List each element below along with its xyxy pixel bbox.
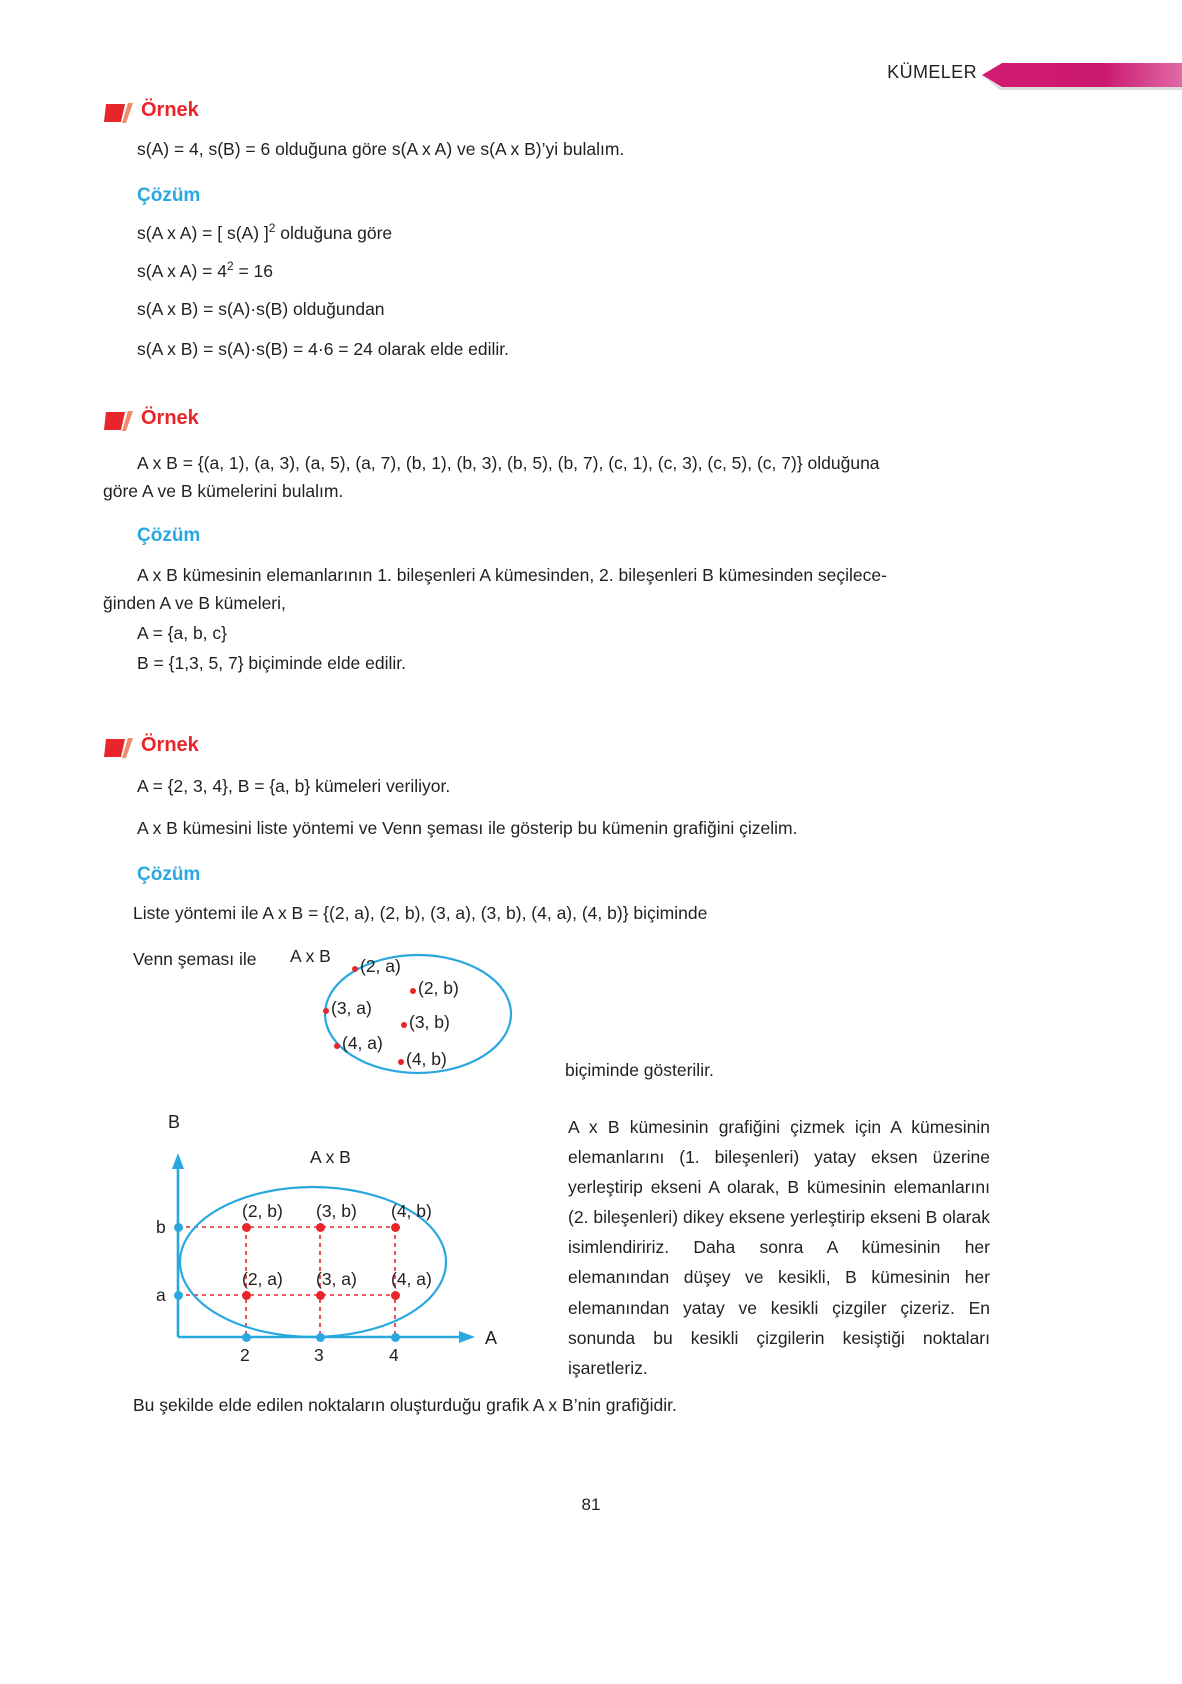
graph-point-label-2a: (2, a) (242, 1269, 283, 1289)
ornek-marker-icon (103, 737, 137, 759)
example2-statement-line-2: göre A ve B kümelerini bulalım. (103, 481, 344, 501)
sol1-sup: 2 (268, 221, 276, 236)
example3-venn-intro: Venn şeması ile (133, 949, 257, 969)
sol1-post: olduğuna göre (275, 223, 393, 243)
graph-axis-dot-4 (391, 1333, 400, 1342)
graph-y-axis-label: B (168, 1112, 181, 1132)
graph-y-tick-a: a (156, 1285, 166, 1305)
venn-point-dot (334, 1043, 340, 1049)
venn-set-label: A x B (290, 946, 331, 966)
ornek-label: Örnek (141, 99, 199, 121)
example3-after-venn: biçiminde gösterilir. (565, 1060, 714, 1080)
venn-point-dot (401, 1022, 407, 1028)
graph-x-tick-2: 2 (240, 1345, 250, 1365)
example1-statement: s(A) = 4, s(B) = 6 olduğuna göre s(A x A) ve s(A x B)’yi bulalım. (137, 139, 625, 159)
example3-statement-line-1: A = {2, 3, 4}, B = {a, b} kümeleri veriliyor. (137, 776, 451, 796)
graph-axis-dot-a (174, 1291, 183, 1300)
example3-right-paragraph: A x B kümesinin grafiğini çizmek için A kümesinin elemanlarını (1. bileşenleri) yatay eksen üzerine yerleştirip ekseni A olarak, B kümesinin elemanlarını (2. bileşenleri) dikey eksene yerleştirip ekseni B olarak isimlendiririz. Daha sonra A kümesinin her elemanından düşey ve kesikli, B kümesinin her elemanından yatay ve kesikli çizgiler çizeriz. En sonunda bu kesikli çizgilerin kesiştiği noktaları işaretleriz. (568, 1117, 990, 1378)
venn-point-dot (323, 1008, 329, 1014)
graph-data-dot (391, 1223, 400, 1232)
graph-data-dot (316, 1223, 325, 1232)
venn-point-label-3a: (3, a) (331, 998, 372, 1018)
cozum-heading-1: Çözüm (137, 185, 201, 206)
graph-point-label-3a: (3, a) (316, 1269, 357, 1289)
cozum-heading-3: Çözüm (137, 864, 201, 885)
page-header (0, 0, 1182, 110)
sol2-sup: 2 (226, 259, 234, 274)
ornek-marker-icon (103, 102, 137, 124)
graph-point-label-4a: (4, a) (391, 1269, 432, 1289)
venn-point-label-4a: (4, a) (342, 1033, 383, 1053)
graph-point-label-2b: (2, b) (242, 1201, 283, 1221)
example2-statement-line-1: A x B = {(a, 1), (a, 3), (a, 5), (a, 7), (b, 1), (b, 3), (b, 5), (b, 7), (c, 1), (c, 3), (c, 5), (c, 7)} olduğuna (137, 453, 880, 473)
graph-x-tick-3: 3 (314, 1345, 324, 1365)
cozum-heading-2: Çözüm (137, 525, 201, 546)
page-number: 81 (581, 1495, 601, 1514)
example3-list-method: Liste yöntemi ile A x B = {(2, a), (2, b), (3, a), (3, b), (4, a), (4, b)} biçiminde (133, 903, 708, 923)
example1-solution-line-1 (137, 220, 392, 246)
graph-y-tick-b: b (156, 1217, 166, 1237)
example1-solution-line-3: s(A x B) = s(A)·s(B) olduğundan (137, 299, 385, 319)
sol2-post: = 16 (233, 261, 274, 281)
venn-point-label-3b: (3, b) (409, 1012, 450, 1032)
graph-data-dot (242, 1223, 251, 1232)
venn-point-dot (352, 966, 358, 972)
example3-closing-line: Bu şekilde elde edilen noktaların oluşturduğu grafik A x B’nin grafiğidir. (133, 1395, 677, 1415)
sol1-pre: s(A x A) = [ s(A) ] (137, 223, 269, 243)
venn-point-dot (410, 988, 416, 994)
graph-data-dot (316, 1291, 325, 1300)
venn-diagram (290, 940, 550, 1085)
example3-statement-line-2: A x B kümesini liste yöntemi ve Venn şeması ile gösterip bu kümenin grafiğini çizelim. (137, 818, 798, 838)
graph-axis-dot-2 (242, 1333, 251, 1342)
graph-set-label: A x B (310, 1147, 351, 1167)
sol2-pre: s(A x A) = 4 (137, 261, 227, 281)
graph-axis-dot-3 (316, 1333, 325, 1342)
header-banner-graphic (982, 60, 1182, 90)
graph-data-dot (391, 1291, 400, 1300)
graph-point-label-3b: (3, b) (316, 1201, 357, 1221)
example2-set-a: A = {a, b, c} (137, 623, 228, 643)
venn-point-label-4b: (4, b) (406, 1049, 447, 1069)
example2-solution-line-2: ğinden A ve B kümeleri, (103, 593, 286, 613)
venn-point-dot (398, 1059, 404, 1065)
graph-data-dot (242, 1291, 251, 1300)
graph-x-axis-label: A (485, 1328, 498, 1348)
example2-set-b: B = {1,3, 5, 7} biçiminde elde edilir. (137, 653, 406, 673)
graph-axis-dot-b (174, 1223, 183, 1232)
ornek-marker-icon (103, 410, 137, 432)
example1-solution-line-4: s(A x B) = s(A)·s(B) = 4·6 = 24 olarak elde edilir. (137, 339, 510, 359)
chapter-title: KÜMELER (887, 62, 977, 82)
venn-point-label-2a: (2, a) (360, 956, 401, 976)
example2-solution-line-1: A x B kümesinin elemanlarının 1. bileşenleri A kümesinden, 2. bileşenleri B kümesinden seçilece- (137, 565, 887, 585)
graph-x-tick-4: 4 (389, 1345, 399, 1365)
graph-point-label-4b: (4, b) (391, 1201, 432, 1221)
venn-point-label-2b: (2, b) (418, 978, 459, 998)
ornek-label: Örnek (141, 407, 199, 429)
example1-solution-line-2 (137, 258, 273, 284)
ornek-label: Örnek (141, 734, 199, 756)
axb-graph (150, 1112, 540, 1375)
